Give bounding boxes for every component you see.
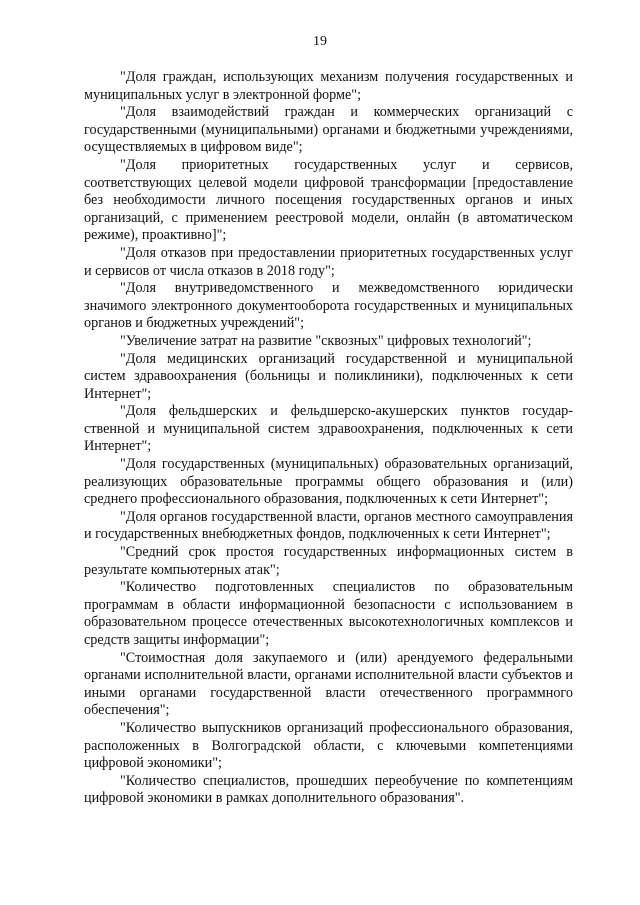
indicator-list	[84, 69, 573, 808]
indicator-paragraph: "Количество специалистов, прошедших переобучение по компетенциям цифровой экономики в рамках дополнительного образования".	[84, 772, 573, 807]
indicator-paragraph: "Стоимостная доля закупаемого и (или) арендуемого федеральными органами исполнительной власти, органами исполнительной власти субъектов и иными органами государственной власти отечественного программного обеспечения";	[84, 649, 573, 719]
indicator-paragraph: "Доля медицинских организаций государственной и муниципальной систем здравоохранения (больницы и поликлиники), подключенных к сети Интернет";	[84, 350, 573, 402]
indicator-paragraph: "Доля граждан, использующих механизм получения государственных и муниципальных услуг в электронной форме";	[84, 69, 573, 103]
indicator-paragraph: "Количество подготовленных специалистов по образовательным программам в области информационной безопасности с использованием в образовательном процессе отечественных высокотехнологичных комплексов и средств защиты информации";	[84, 579, 573, 648]
indicator-paragraph: "Доля внутриведомственного и межведомственного юридически значимого электронного документооборота государственных и муниципальных органов и бюджетных учреждений";	[84, 280, 573, 332]
indicator-paragraph: "Средний срок простоя государственных информационных систем в результате компьютерных атак";	[84, 544, 573, 578]
indicator-paragraph: "Доля государственных (муниципальных) образовательных организаций, реализующих образовательные программы общего образования и (или) среднего профессионального образования, подключенных к сети Интернет";	[84, 456, 573, 508]
indicator-paragraph: "Количество выпускников организаций профессионального образования, расположенных в Волгоградской области, с ключевыми компетенциями цифровой экономики";	[84, 719, 573, 772]
indicator-paragraph: "Доля фельдшерских и фельдшерско-акушерских пунктов государственной и муниципальной систем здравоохранения, подключенных к сети Интернет";	[84, 403, 573, 455]
indicator-paragraph: "Увеличение затрат на развитие "сквозных" цифровых технологий";	[120, 332, 532, 349]
indicator-paragraph: "Доля отказов при предоставлении приоритетных государственных услуг и сервисов от числа отказов в 2018 году";	[84, 244, 573, 279]
page-number: 19	[313, 34, 327, 49]
indicator-paragraph: "Доля взаимодействий граждан и коммерческих организаций с государственными (муниципальными) органами и бюджетными учреждениями, осуществляемых в цифровом виде";	[84, 104, 573, 156]
indicator-paragraph: "Доля приоритетных государственных услуг и сервисов, соответствующих целевой модели цифровой трансформации [предоставление без необходимости личного посещения государственных органов и иных организаций, с применением реестровой модели, онлайн (в автоматическом режиме), проактивно]";	[84, 156, 573, 244]
indicator-paragraph: "Доля органов государственной власти, органов местного самоуправления и государственных внебюджетных фондов, подключенных к сети Интернет";	[84, 508, 573, 543]
